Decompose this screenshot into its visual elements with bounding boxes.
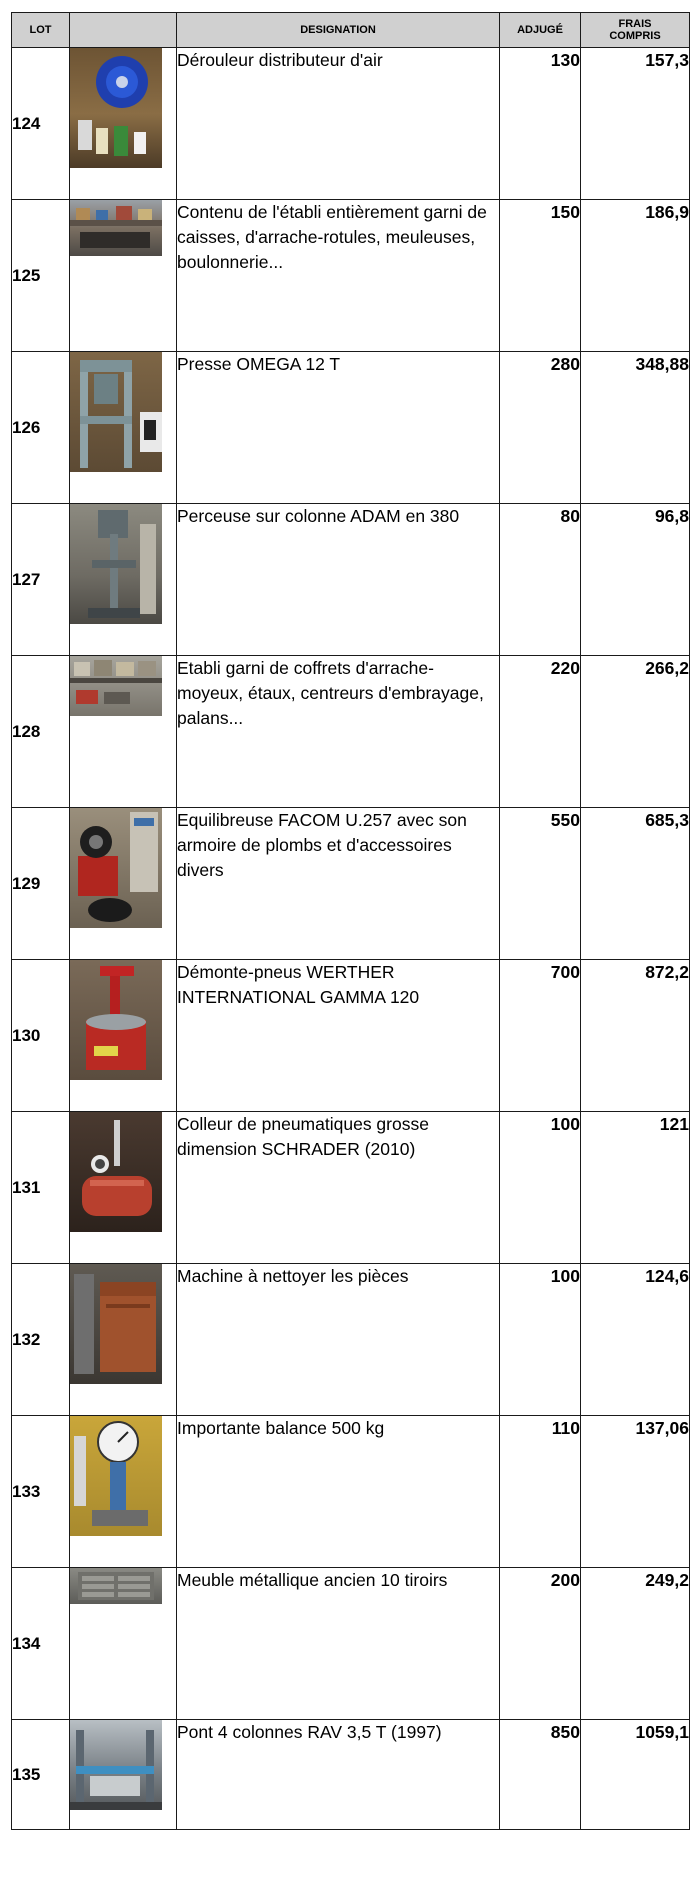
four-post-lift-photo[interactable] bbox=[70, 1720, 162, 1810]
auction-results-table bbox=[11, 12, 690, 1830]
lot-adjuge: 130 bbox=[500, 48, 581, 200]
air-hose-reel-photo[interactable] bbox=[70, 48, 162, 168]
lot-frais-compris: 124,6 bbox=[581, 1264, 690, 1416]
lot-number: 133 bbox=[12, 1416, 70, 1568]
metal-drawer-cabinet-photo[interactable] bbox=[70, 1568, 162, 1604]
table-row bbox=[12, 808, 690, 960]
header-designation: DESIGNATION bbox=[177, 13, 500, 48]
lot-designation: Contenu de l'établi entièrement garni de caisses, d'arrache-rotules, meuleuses, boulonnerie... bbox=[177, 200, 500, 352]
hydraulic-press-photo[interactable] bbox=[70, 352, 162, 472]
lot-frais-compris: 872,2 bbox=[581, 960, 690, 1112]
workbench-contents-photo[interactable] bbox=[70, 200, 162, 256]
lot-designation: Pont 4 colonnes RAV 3,5 T (1997) bbox=[177, 1720, 500, 1830]
lot-adjuge: 280 bbox=[500, 352, 581, 504]
lot-frais-compris: 685,3 bbox=[581, 808, 690, 960]
lot-number: 126 bbox=[12, 352, 70, 504]
table-row bbox=[12, 200, 690, 352]
lot-designation: Importante balance 500 kg bbox=[177, 1416, 500, 1568]
table-row bbox=[12, 1416, 690, 1568]
table-row bbox=[12, 1720, 690, 1830]
lot-adjuge: 700 bbox=[500, 960, 581, 1112]
lot-designation: Démonte-pneus WERTHER INTERNATIONAL GAMMA 120 bbox=[177, 960, 500, 1112]
table-row bbox=[12, 960, 690, 1112]
lot-designation: Perceuse sur colonne ADAM en 380 bbox=[177, 504, 500, 656]
table-row bbox=[12, 504, 690, 656]
lot-adjuge: 100 bbox=[500, 1112, 581, 1264]
weighing-scale-photo[interactable] bbox=[70, 1416, 162, 1536]
header-photo bbox=[70, 13, 177, 48]
lot-number: 128 bbox=[12, 656, 70, 808]
header-frais-line1: FRAIS bbox=[618, 18, 652, 30]
lot-frais-compris: 96,8 bbox=[581, 504, 690, 656]
lot-frais-compris: 249,2 bbox=[581, 1568, 690, 1720]
lot-adjuge: 110 bbox=[500, 1416, 581, 1568]
lot-frais-compris: 157,3 bbox=[581, 48, 690, 200]
lot-adjuge: 220 bbox=[500, 656, 581, 808]
lot-number: 134 bbox=[12, 1568, 70, 1720]
lot-designation: Meuble métallique ancien 10 tiroirs bbox=[177, 1568, 500, 1720]
lot-adjuge: 200 bbox=[500, 1568, 581, 1720]
header-frais-compris bbox=[581, 13, 690, 48]
table-row bbox=[12, 1264, 690, 1416]
table-row bbox=[12, 1112, 690, 1264]
lot-frais-compris: 1059,1 bbox=[581, 1720, 690, 1830]
parts-washer-photo[interactable] bbox=[70, 1264, 162, 1384]
lot-frais-compris: 121 bbox=[581, 1112, 690, 1264]
wheel-balancer-photo[interactable] bbox=[70, 808, 162, 928]
lot-designation: Dérouleur distributeur d'air bbox=[177, 48, 500, 200]
lot-adjuge: 550 bbox=[500, 808, 581, 960]
lot-number: 129 bbox=[12, 808, 70, 960]
lot-designation: Machine à nettoyer les pièces bbox=[177, 1264, 500, 1416]
lot-adjuge: 850 bbox=[500, 1720, 581, 1830]
lot-designation: Equilibreuse FACOM U.257 avec son armoire de plombs et d'accessoires divers bbox=[177, 808, 500, 960]
lot-number: 132 bbox=[12, 1264, 70, 1416]
header-frais-line2: COMPRIS bbox=[609, 30, 661, 42]
lot-number: 124 bbox=[12, 48, 70, 200]
table-row bbox=[12, 656, 690, 808]
lot-number: 127 bbox=[12, 504, 70, 656]
lot-number: 125 bbox=[12, 200, 70, 352]
table-header-row bbox=[12, 13, 690, 48]
lot-frais-compris: 266,2 bbox=[581, 656, 690, 808]
lot-adjuge: 80 bbox=[500, 504, 581, 656]
lot-adjuge: 150 bbox=[500, 200, 581, 352]
tyre-inflator-photo[interactable] bbox=[70, 1112, 162, 1232]
lot-frais-compris: 186,9 bbox=[581, 200, 690, 352]
lot-number: 131 bbox=[12, 1112, 70, 1264]
lot-frais-compris: 137,06 bbox=[581, 1416, 690, 1568]
header-adjuge: ADJUGÉ bbox=[500, 13, 581, 48]
header-lot: LOT bbox=[12, 13, 70, 48]
lot-designation: Presse OMEGA 12 T bbox=[177, 352, 500, 504]
table-row bbox=[12, 48, 690, 200]
lot-designation: Etabli garni de coffrets d'arrache-moyeux, étaux, centreurs d'embrayage, palans... bbox=[177, 656, 500, 808]
lot-adjuge: 100 bbox=[500, 1264, 581, 1416]
lot-number: 130 bbox=[12, 960, 70, 1112]
tyre-changer-photo[interactable] bbox=[70, 960, 162, 1080]
lot-designation: Colleur de pneumatiques grosse dimension SCHRADER (2010) bbox=[177, 1112, 500, 1264]
table-row bbox=[12, 352, 690, 504]
lot-number: 135 bbox=[12, 1720, 70, 1830]
table-row bbox=[12, 1568, 690, 1720]
pillar-drill-photo[interactable] bbox=[70, 504, 162, 624]
workbench-tools-photo[interactable] bbox=[70, 656, 162, 716]
lot-frais-compris: 348,88 bbox=[581, 352, 690, 504]
